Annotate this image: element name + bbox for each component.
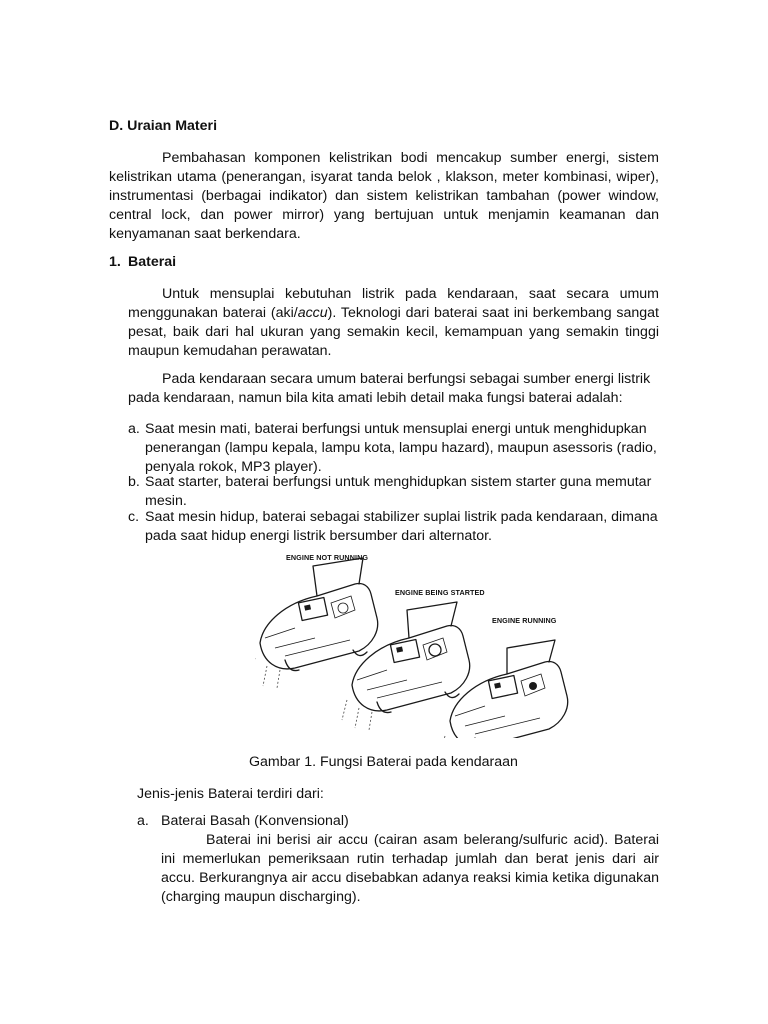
list-item-label: c. bbox=[128, 509, 140, 525]
label-engine-being-started: ENGINE BEING STARTED bbox=[395, 588, 485, 597]
list-item bbox=[128, 473, 668, 513]
intro-paragraph: Pembahasan komponen kelistrikan bodi mencakup sumber energi, sistem kelistrikan utama (penerangan, isyarat tanda belok , klakson, meter kombinasi, wiper), instrumentasi (berbagai indikator) dan sistem kelistrikan tambahan (power window, central lock, dan power mirror) yang bertujuan untuk menjamin keamanan dan kenyamanan saat berkendara. bbox=[109, 150, 659, 242]
list-item bbox=[128, 420, 668, 480]
section-heading: D. Uraian Materi bbox=[109, 118, 218, 134]
list-item-label: b. bbox=[128, 474, 140, 490]
baterai-paragraph-1: Untuk mensuplai kebutuhan listrik pada kendaraan, saat secara umum menggunakan baterai (aki/accu). Teknologi dari baterai saat ini berkembang sangat pesat, baik dari hal ukuran yang semakin kecil, kemampuan yang semakin tinggi maupun kemudahan perawatan. bbox=[128, 286, 659, 359]
subheading-number: 1. bbox=[109, 254, 121, 270]
car-engine-running bbox=[440, 640, 568, 738]
jenis-item-label: a. bbox=[137, 813, 149, 829]
list-item-text: Saat starter, baterai berfungsi untuk menghidupkan sistem starter guna memutar mesin. bbox=[145, 474, 652, 509]
list-item bbox=[128, 508, 668, 548]
subheading-title: Baterai bbox=[128, 254, 177, 270]
jenis-item-title: Baterai Basah (Konvensional) bbox=[161, 813, 349, 829]
battery-function-figure bbox=[255, 548, 575, 738]
list-item-text: Saat mesin hidup, baterai sebagai stabilizer suplai listrik pada kendaraan, dimana pada saat hidup energi listrik bersumber dari alternator. bbox=[145, 509, 658, 544]
car-engine-being-started bbox=[342, 602, 470, 730]
figure-caption: Gambar 1. Fungsi Baterai pada kendaraan bbox=[249, 754, 518, 770]
baterai-paragraph-2: Pada kendaraan secara umum baterai berfungsi sebagai sumber energi listrik pada kendaraan, namun bila kita amati lebih detail maka fungsi baterai adalah: bbox=[128, 371, 651, 406]
list-item-label: a. bbox=[128, 421, 140, 437]
jenis-intro: Jenis-jenis Baterai terdiri dari: bbox=[137, 786, 324, 802]
label-engine-not-running: ENGINE NOT RUNNING bbox=[286, 553, 369, 562]
cars-illustration bbox=[255, 548, 575, 738]
jenis-item-text: Baterai ini berisi air accu (cairan asam belerang/sulfuric acid). Baterai ini memerlukan pemeriksaan rutin terhadap jumlah dan berat jenis dari air accu. Berkurangnya air accu disebabkan adanya reaksi kimia ketika digunakan (charging maupun discharging). bbox=[161, 832, 659, 905]
list-item-text: Saat mesin mati, baterai berfungsi untuk mensuplai energi untuk menghidupkan penerangan (lampu kepala, lampu kota, lampu hazard), maupun asessoris (radio, penyala rokok, MP3 player). bbox=[145, 421, 657, 475]
label-engine-running: ENGINE RUNNING bbox=[492, 616, 557, 625]
